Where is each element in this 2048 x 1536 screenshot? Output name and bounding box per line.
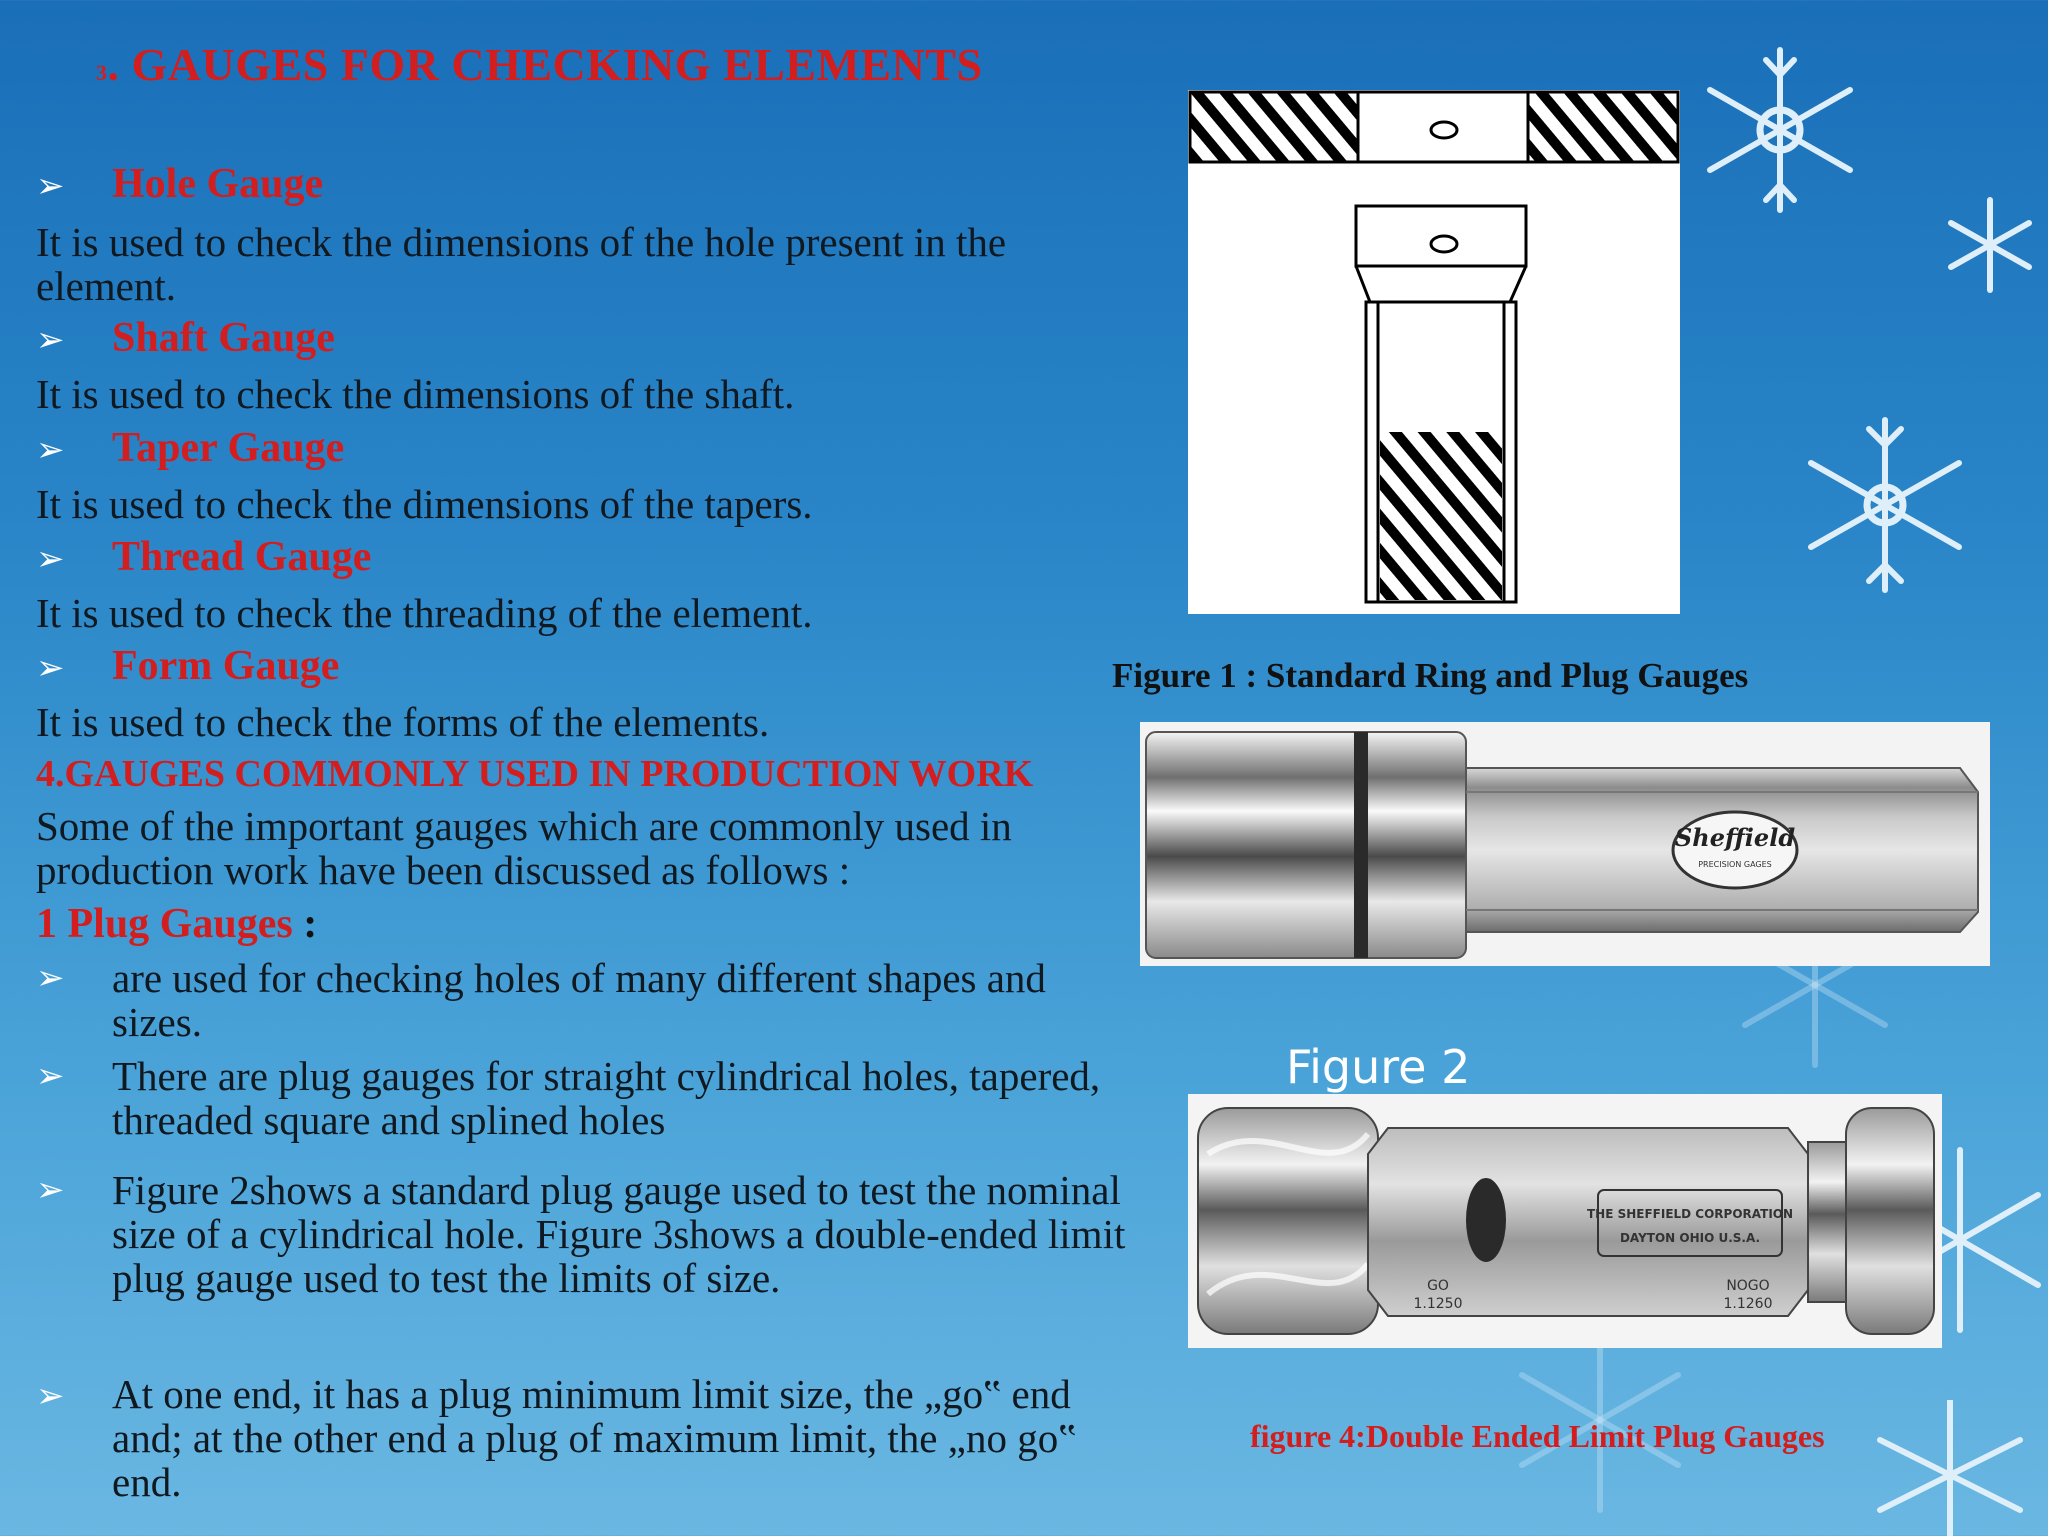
plug-gauges-heading xyxy=(36,900,317,948)
gauge-name-form: Form Gauge xyxy=(112,643,340,689)
double-ended-plug-gauge-illustration xyxy=(1188,1094,1942,1348)
figure-3-photo xyxy=(1188,1094,1942,1348)
ring-plug-gauge-drawing xyxy=(1188,90,1680,614)
bullet-arrow-icon: ➢ xyxy=(36,1376,65,1416)
title-text: . GAUGES FOR CHECKING ELEMENTS xyxy=(107,39,983,90)
stamp-line-1: THE SHEFFIELD CORPORATION xyxy=(1586,1207,1794,1221)
bullet-arrow-icon: ➢ xyxy=(36,539,65,579)
figure-4-caption: figure 4:Double Ended Limit Plug Gauges xyxy=(1250,1418,1825,1454)
gauge-name-hole: Hole Gauge xyxy=(112,161,324,207)
plug-heading-colon: : xyxy=(292,901,318,947)
slide-title xyxy=(96,38,983,91)
bullet-arrow-icon: ➢ xyxy=(36,648,65,688)
nogo-size: 1.1260 xyxy=(1723,1296,1773,1312)
bullet-arrow-icon: ➢ xyxy=(36,166,65,206)
gauge-desc-hole: It is used to check the dimensions of the hole present in the element. xyxy=(36,219,1007,309)
plug-bullet-3: Figure 2shows a standard plug gauge used to test the nominal size of a cylindrical hole. Figure 3shows a double-ended limit plug gauge used to test the limits of size. xyxy=(112,1167,1126,1301)
figure-2-photo xyxy=(1140,722,1990,966)
go-size: 1.1250 xyxy=(1413,1296,1463,1312)
bullet-arrow-icon: ➢ xyxy=(36,430,65,470)
figure-2-label: Figure 2 xyxy=(1286,1040,1471,1094)
bullet-arrow-icon: ➢ xyxy=(36,1056,65,1096)
snowflake-icon xyxy=(1940,195,2040,295)
gauge-desc-form: It is used to check the forms of the elements. xyxy=(36,699,770,745)
bullet-arrow-icon: ➢ xyxy=(36,320,65,360)
sheffield-logo-subtext: PRECISION GAGES xyxy=(1698,860,1772,869)
snowflake-icon xyxy=(1790,410,1980,600)
gauge-desc-shaft: It is used to check the dimensions of the shaft. xyxy=(36,371,795,417)
plug-heading-text: 1 Plug Gauges xyxy=(36,901,293,947)
gauge-name-shaft: Shaft Gauge xyxy=(112,315,335,361)
plug-gauge-illustration xyxy=(1140,722,1990,966)
plug-bullet-1: are used for checking holes of many different shapes and sizes. xyxy=(112,955,1046,1045)
stamp-line-2: DAYTON OHIO U.S.A. xyxy=(1619,1231,1761,1245)
gauge-name-taper: Taper Gauge xyxy=(112,425,345,471)
snowflake-icon xyxy=(1860,1400,2040,1536)
snowflake-icon xyxy=(1690,40,1870,220)
gauge-name-thread: Thread Gauge xyxy=(112,534,372,580)
figure-1-caption: Figure 1 : Standard Ring and Plug Gauges xyxy=(1112,656,1749,695)
bullet-arrow-icon: ➢ xyxy=(36,958,65,998)
go-label: GO xyxy=(1427,1278,1449,1294)
section-intro: Some of the important gauges which are commonly used in production work have been discussed as follows : xyxy=(36,803,1012,893)
title-number: 3 xyxy=(96,60,108,85)
gauge-desc-thread: It is used to check the threading of the element. xyxy=(36,590,813,636)
sheffield-logo-text: Sheffield xyxy=(1674,823,1796,852)
plug-bullet-2: There are plug gauges for straight cylindrical holes, tapered, threaded square and splined holes xyxy=(112,1053,1101,1143)
section-heading: 4.GAUGES COMMONLY USED IN PRODUCTION WORK xyxy=(36,753,1034,795)
figure-1-drawing xyxy=(1188,90,1680,614)
bullet-arrow-icon: ➢ xyxy=(36,1170,65,1210)
gauge-desc-taper: It is used to check the dimensions of the tapers. xyxy=(36,481,813,527)
nogo-label: NOGO xyxy=(1726,1278,1770,1294)
plug-bullet-4: At one end, it has a plug minimum limit size, the „go‟ end and; at the other end a plug of maximum limit, the „no go‟ end. xyxy=(112,1371,1077,1505)
